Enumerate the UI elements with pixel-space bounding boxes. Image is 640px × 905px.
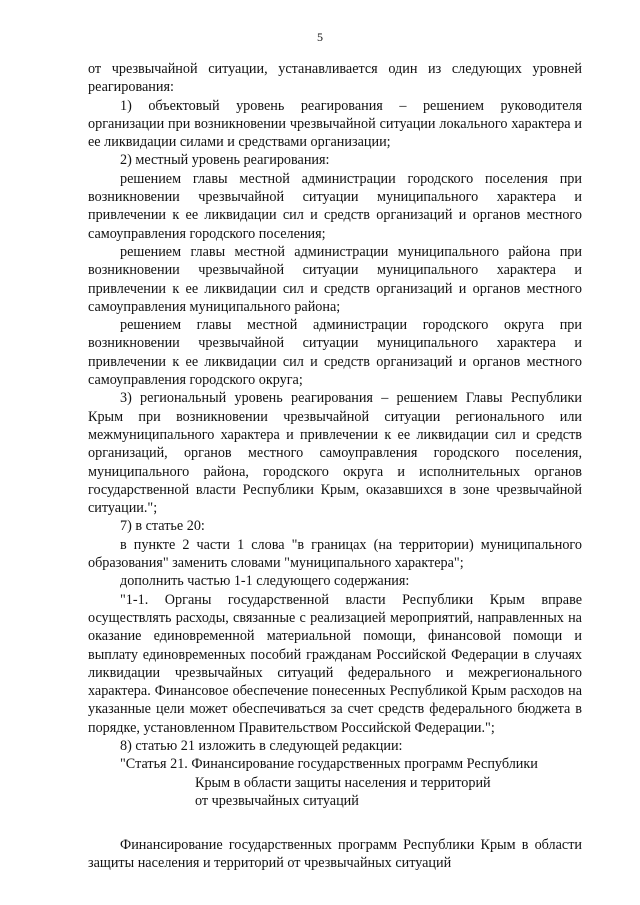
paragraph: в пункте 2 части 1 слова "в границах (на территории) муниципального образования" заменить словами "муниципального характера"; bbox=[88, 536, 582, 572]
paragraph: 1) объектовый уровень реагирования – решением руководителя организации при возникновении чрезвычайной ситуации локального характера и ее ликвидации силами и средствами организации; bbox=[88, 97, 582, 151]
page-number: 5 bbox=[317, 30, 323, 44]
paragraph: "1-1. Органы государственной власти Республики Крым вправе осуществлять расходы, связанные с реализацией мероприятий, направленных на оказание единовременной материальной помощи, финансовой помощи и выплату единовременных пособий гражданам Российской Федерации в случаях ликвидации чрезвычайных ситуаций федерального и межрегионального характера. Финансовое обеспечение понесенных Республикой Крым расходов на указанные цели может обеспечиваться за счет средств федерального бюджета в порядке, установленном Правительством Российской Федерации."; bbox=[88, 591, 582, 736]
paragraph: решением главы местной администрации муниципального района при возникновении чрезвычайной ситуации муниципального характера и привлечении к ее ликвидации сил и средств организаций и органов местного самоуправления муниципального района; bbox=[88, 243, 582, 315]
paragraph: решением главы местной администрации городского поселения при возникновении чрезвычайной ситуации муниципального характера и привлечении к ее ликвидации сил и средств организаций и органов местного самоуправления городского поселения; bbox=[88, 170, 582, 242]
paragraph: от чрезвычайной ситуации, устанавливается один из следующих уровней реагирования: bbox=[88, 61, 582, 96]
paragraph: 2) местный уровень реагирования: bbox=[120, 152, 330, 169]
article-heading-line: "Статья 21. Финансирование государственных программ Республики bbox=[120, 756, 538, 773]
paragraph: 8) статью 21 изложить в следующей редакции: bbox=[120, 737, 403, 754]
paragraph: 7) в статье 20: bbox=[120, 518, 205, 535]
spacer bbox=[88, 810, 582, 836]
paragraph: Финансирование государственных программ Республики Крым в области защиты населения и территорий от чрезвычайных ситуаций bbox=[88, 837, 582, 872]
document-body bbox=[88, 60, 582, 873]
paragraph: 3) региональный уровень реагирования – решением Главы Республики Крым при возникновении чрезвычайной ситуации регионального или межмуниципального характера и привлечении к ее ликвидации сил и средств организаций, органов местного самоуправления городского поселения, муниципального района, городского округа и исполнительных органов государственной власти Республики Крым, оказавшихся в зоне чрезвычайной ситуации."; bbox=[88, 390, 582, 517]
paragraph: дополнить частью 1-1 следующего содержания: bbox=[120, 573, 410, 590]
article-heading-line: от чрезвычайных ситуаций bbox=[195, 792, 359, 809]
article-heading bbox=[88, 755, 582, 810]
paragraph: решением главы местной администрации городского округа при возникновении чрезвычайной ситуации муниципального характера и привлечении к ее ликвидации сил и средств организаций и органов местного самоуправления городского округа; bbox=[88, 317, 582, 389]
article-heading-line: Крым в области защиты населения и территорий bbox=[195, 774, 491, 791]
